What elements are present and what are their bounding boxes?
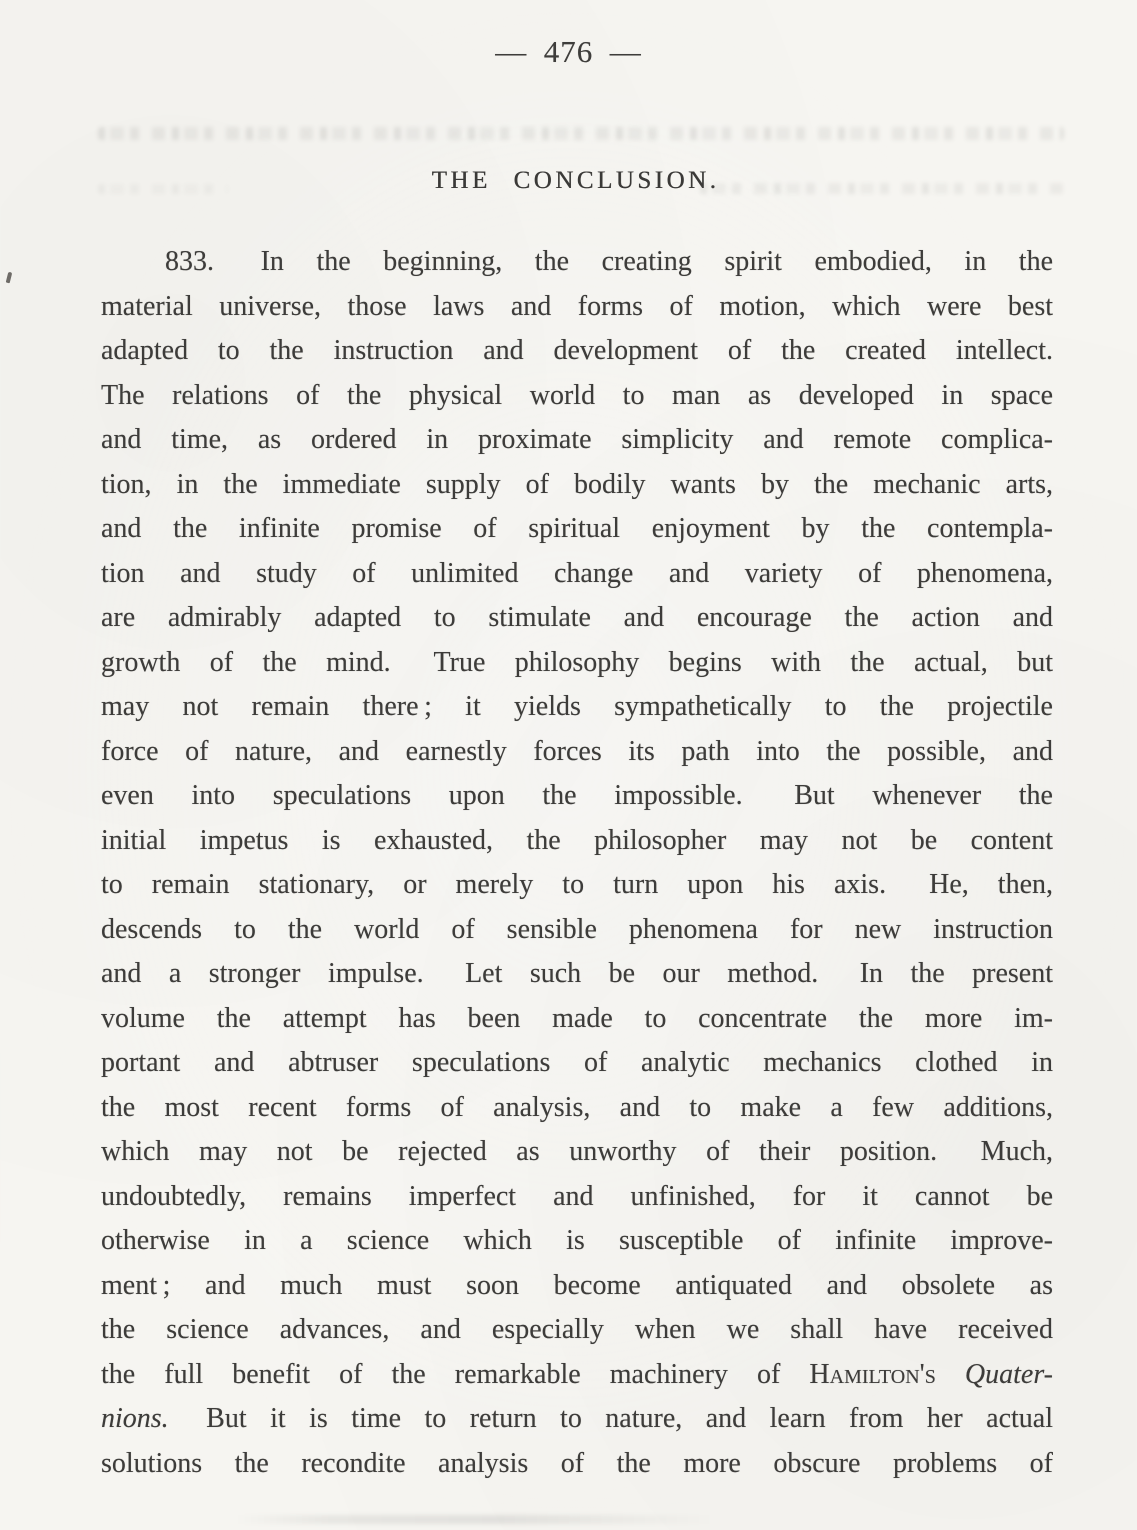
text-line (101, 329, 1053, 374)
text-segment: undoubtedly, remains imperfect and unfinished, for it cannot be (101, 1180, 1053, 1212)
text-segment: initial impetus is exhausted, the philosopher may not be content (101, 824, 1053, 856)
text-segment: may not remain there ; it yields sympathetically to the projectile (101, 691, 1053, 722)
paragraph (101, 240, 1053, 1486)
text-segment: But it is time to return to nature, and learn from her actual (168, 1403, 1053, 1434)
text-line (101, 1041, 1053, 1086)
text-segment: and the infinite promise of spiritual enjoyment by the contempla- (101, 513, 1053, 544)
text-line (101, 463, 1053, 508)
text-segment: the science advances, and especially when we shall have received (101, 1314, 1053, 1345)
text-line (101, 1353, 1053, 1398)
text-segment: force of nature, and earnestly forces its path into the possible, and (101, 735, 1053, 767)
ink-speck (6, 272, 13, 284)
text-line (101, 1308, 1053, 1353)
text-line (101, 908, 1053, 953)
text-segment: The relations of the physical world to man as developed in space (101, 379, 1053, 411)
text-segment (936, 1359, 965, 1390)
text-line (101, 285, 1053, 330)
bleedthrough-ghost-fragment-left (98, 184, 228, 194)
scan-smudge (235, 1515, 715, 1524)
bleedthrough-ghost-fragment-right (700, 183, 1064, 194)
text-segment: nions. (101, 1403, 169, 1434)
text-segment: which may not be rejected as unworthy of their position. Much, (101, 1136, 1053, 1167)
text-segment: ment ; and much must soon become antiquated and obsolete as (101, 1269, 1053, 1301)
text-line (101, 1130, 1053, 1175)
text-segment: and a stronger impulse. Let such be our method. In the present (101, 958, 1053, 989)
text-segment: tion, in the immediate supply of bodily wants by the mechanic arts, (101, 468, 1053, 500)
text-segment: even into speculations upon the impossible. But whenever the (101, 780, 1053, 811)
text-line (101, 1442, 1053, 1487)
text-line (101, 997, 1053, 1042)
text-line (101, 552, 1053, 597)
text-line (101, 641, 1053, 686)
text-segment: growth of the mind. True philosophy begins with the actual, but (101, 646, 1053, 678)
text-segment: to remain stationary, or merely to turn upon his axis. He, then, (101, 869, 1053, 900)
bleedthrough-ghost-line (98, 127, 1064, 140)
text-line (101, 1086, 1053, 1131)
page-number: — 476 — (495, 34, 642, 69)
text-segment: Quater- (964, 1358, 1053, 1390)
text-segment: 833. In the beginning, the creating spirit embodied, in the (165, 246, 1053, 277)
text-segment: are admirably adapted to stimulate and encourage the action and (101, 602, 1053, 633)
text-line (101, 507, 1053, 552)
text-line (101, 685, 1053, 730)
text-segment: tion and study of unlimited change and variety of phenomena, (101, 557, 1053, 589)
text-segment: and time, as ordered in proximate simplicity and remote complica- (101, 424, 1053, 455)
text-line (101, 952, 1053, 997)
text-line (101, 1264, 1053, 1309)
text-line (101, 374, 1053, 419)
text-segment: volume the attempt has been made to concentrate the more im- (101, 1002, 1053, 1034)
text-segment: descends to the world of sensible phenomena for new instruction (101, 913, 1053, 945)
text-line (101, 1175, 1053, 1220)
text-line (101, 819, 1053, 864)
text-line (101, 863, 1053, 908)
text-segment: solutions the recondite analysis of the more obscure problems of (101, 1447, 1053, 1479)
section-heading: THE CONCLUSION. (431, 167, 720, 194)
text-line (101, 1219, 1053, 1264)
text-segment: Hamilton's (809, 1358, 936, 1390)
text-line (101, 240, 1053, 285)
text-line (101, 774, 1053, 819)
text-line (101, 1397, 1053, 1442)
text-segment: the most recent forms of analysis, and to make a few additions, (101, 1091, 1053, 1123)
text-segment: portant and abtruser speculations of analytic mechanics clothed in (101, 1047, 1053, 1078)
text-segment: adapted to the instruction and development of the created intellect. (101, 335, 1053, 366)
text-line (101, 418, 1053, 463)
text-line (101, 596, 1053, 641)
text-line (101, 730, 1053, 775)
text-segment: otherwise in a science which is susceptible of infinite improve- (101, 1225, 1053, 1256)
text-segment: material universe, those laws and forms of motion, which were best (101, 290, 1053, 322)
text-segment: the full benefit of the remarkable machinery of (101, 1358, 810, 1390)
